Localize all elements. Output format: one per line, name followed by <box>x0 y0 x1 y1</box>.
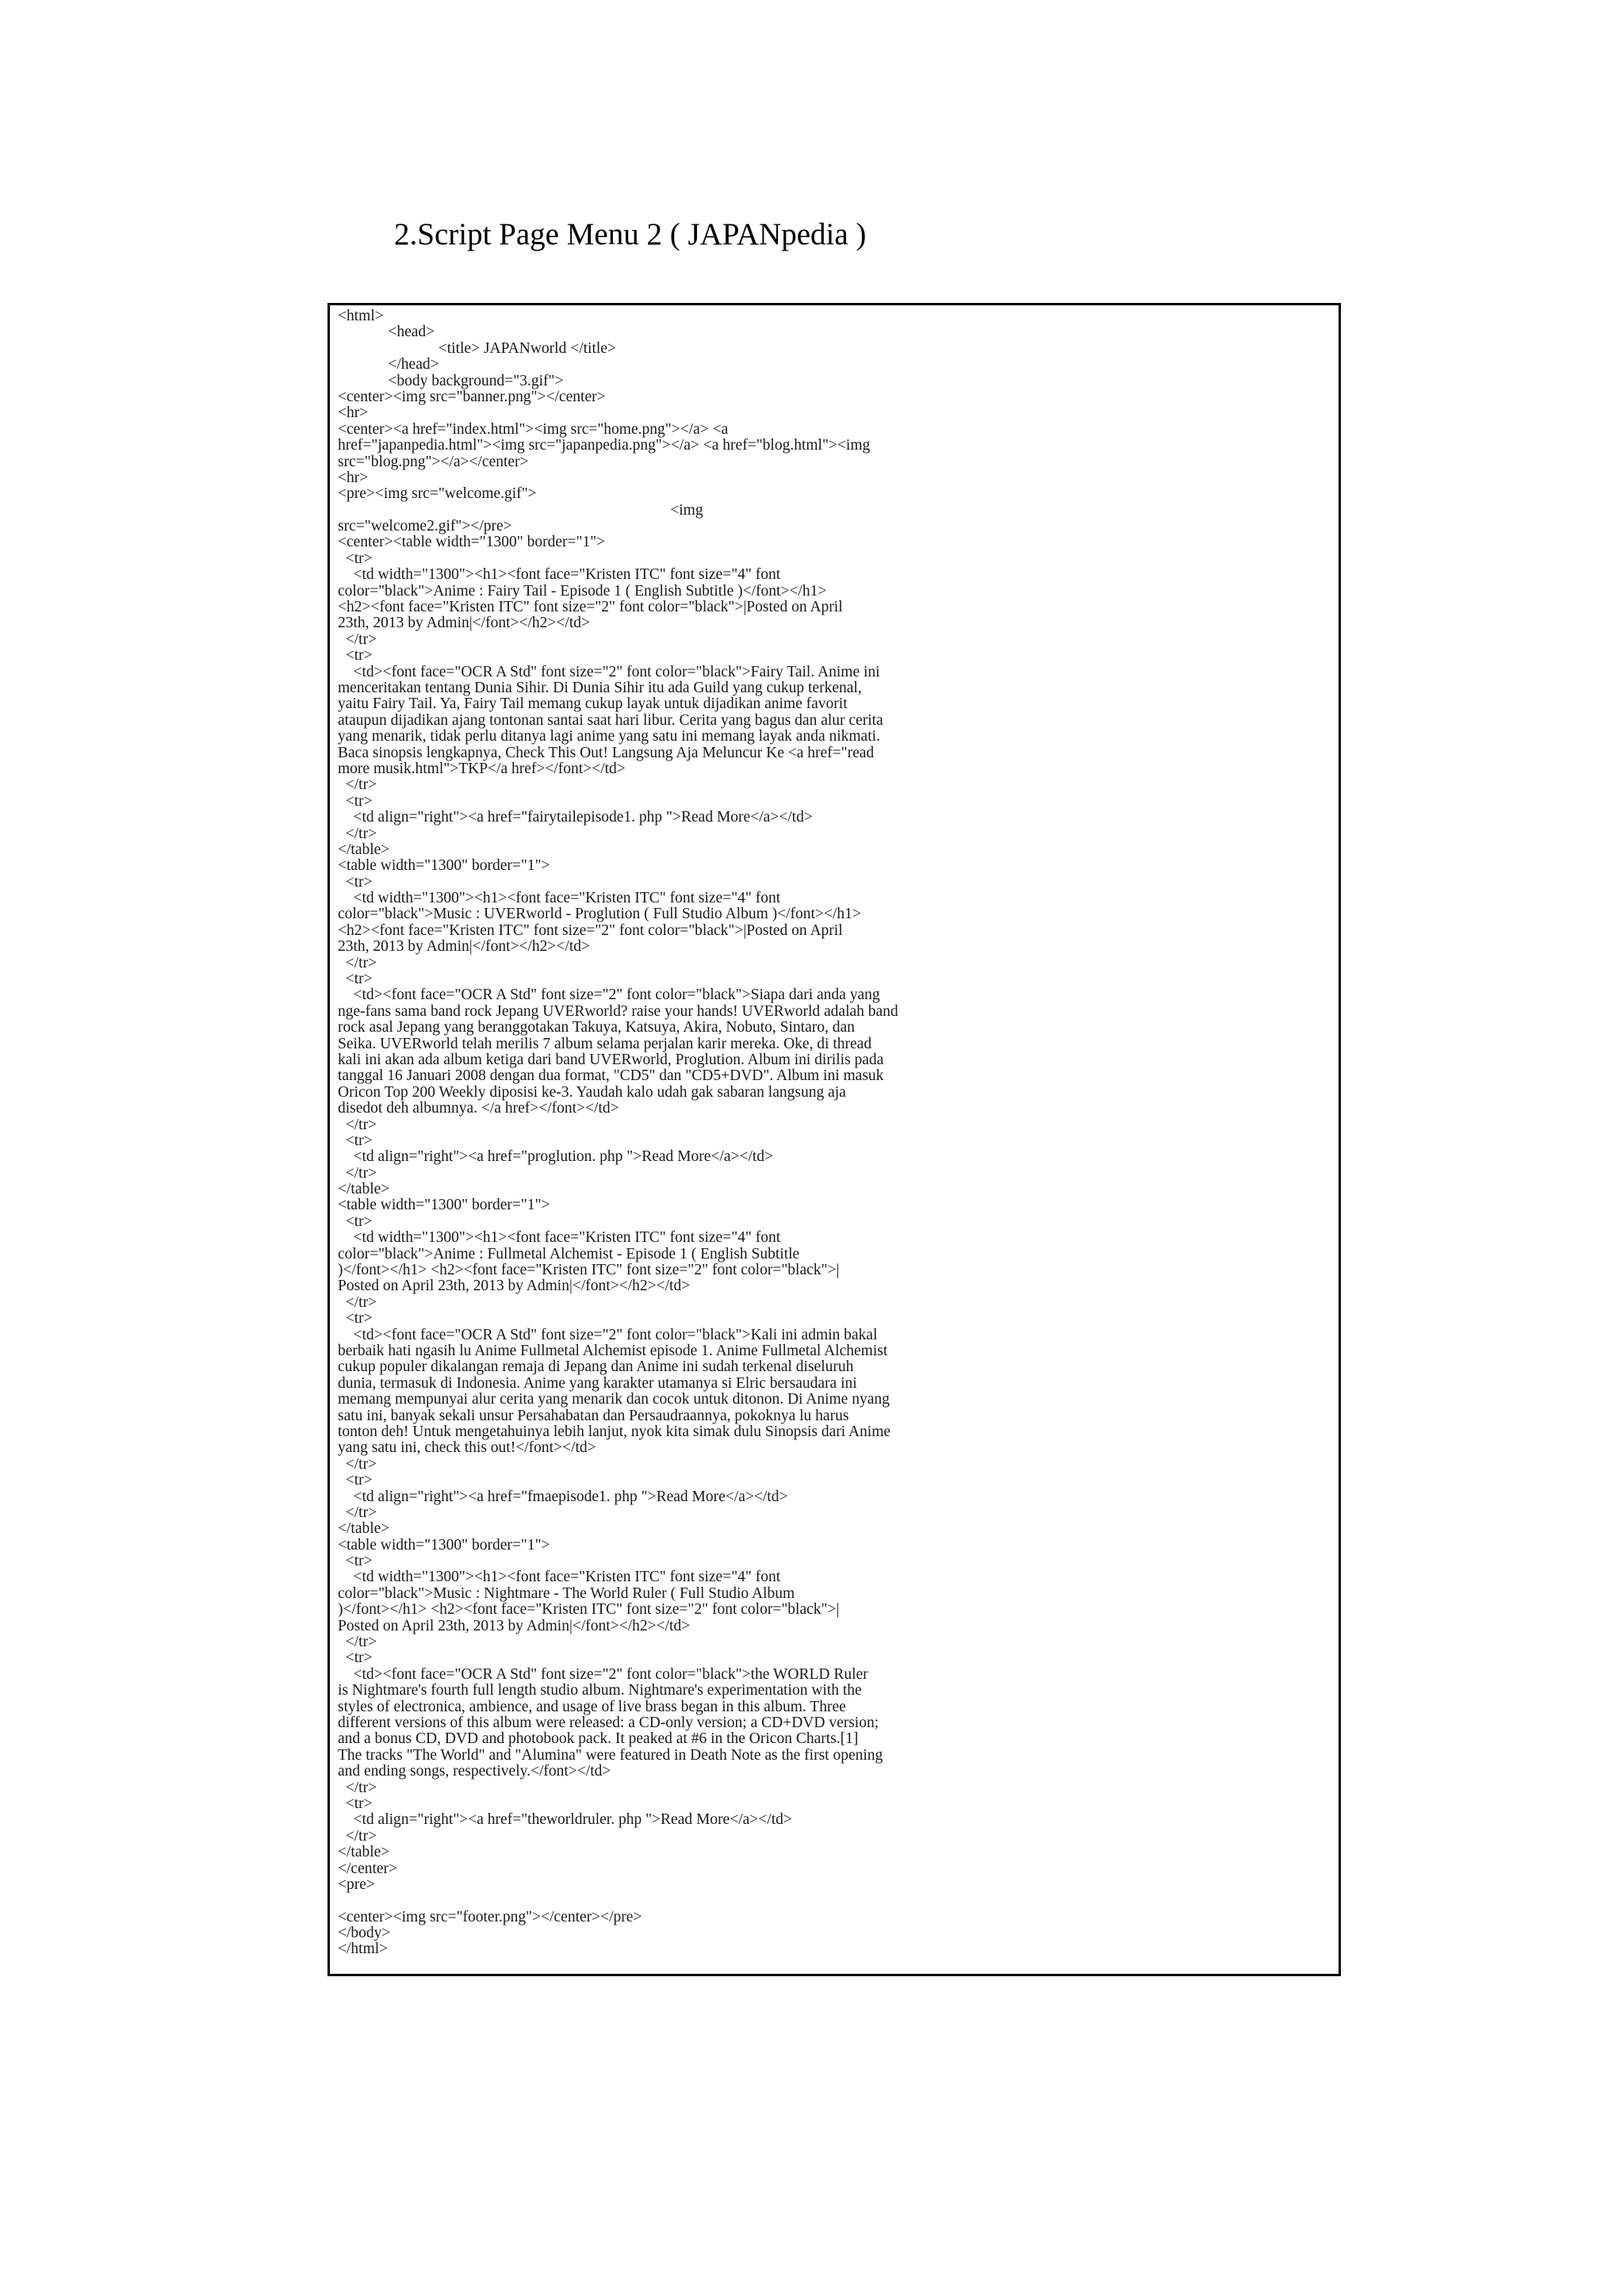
code-line: <tr> <box>338 1473 373 1489</box>
code-line: <html> <box>338 308 384 324</box>
code-line: </table> <box>338 1521 390 1538</box>
code-line: </tr> <box>338 1294 377 1311</box>
code-line: )</font></h1> <h2><font face="Kristen ITC" font size="2" font color="black">| <box>338 1602 840 1619</box>
code-line: dunia, termasuk di Indonesia. Anime yang karakter utamanya si Elric bersaudara ini <box>338 1375 857 1392</box>
code-line: <td><font face="OCR A Std" font size="2" font color="black">Siapa dari anda yang <box>338 987 880 1004</box>
code-line: <tr> <box>338 648 373 665</box>
code-line: <tr> <box>338 1311 373 1328</box>
code-line: <hr> <box>338 405 369 422</box>
code-line: <tr> <box>338 793 373 810</box>
code-line: cukup populer dikalangan remaja di Jepang dan Anime ini sudah terkenal diseluruh <box>338 1359 854 1376</box>
code-line: <td><font face="OCR A Std" font size="2" font color="black">Kali ini admin bakal <box>338 1327 878 1343</box>
code-line: <body background="3.gif"> <box>338 373 564 389</box>
code-line: <center><img src="footer.png"></center></pre> <box>338 1909 642 1925</box>
code-line: <tr> <box>338 1213 373 1230</box>
code-line: </center> <box>338 1860 398 1877</box>
code-line: memang mempunyai alur cerita yang menarik dan cocok untuk ditonon. Di Anime nyang <box>338 1392 890 1408</box>
code-line: </tr> <box>338 1456 377 1473</box>
code-line: </tr> <box>338 1165 377 1182</box>
code-line: </table> <box>338 1845 390 1861</box>
code-line: <title> JAPANworld </title> <box>338 340 616 357</box>
code-line: <tr> <box>338 1795 373 1812</box>
code-line: 23th, 2013 by Admin|</font></h2></td> <box>338 939 590 956</box>
code-line: src="welcome2.gif"></pre> <box>338 519 512 535</box>
code-line: yang satu ini, check this out!</font></td> <box>338 1440 596 1457</box>
code-line: 23th, 2013 by Admin|</font></h2></td> <box>338 615 590 632</box>
code-line: </table> <box>338 1182 390 1198</box>
code-line: <tr> <box>338 1554 373 1570</box>
code-line: menceritakan tentang Dunia Sihir. Di Dunia Sihir itu ada Guild yang cukup terkenal, <box>338 680 862 696</box>
code-line: <head> <box>338 324 435 341</box>
code-line: nge-fans sama band rock Jepang UVERworld? raise your hands! UVERworld adalah band <box>338 1003 898 1020</box>
code-line: and a bonus CD, DVD and photobook pack. It peaked at #6 in the Oricon Charts.[1] <box>338 1731 859 1748</box>
code-line: <pre><img src="welcome.gif"> <box>338 486 537 503</box>
code-line: disedot deh albumnya. </a href></font></td> <box>338 1101 619 1117</box>
code-line: src="blog.png"></a></center> <box>338 454 529 470</box>
code-line: tonton deh! Untuk mengetahuinya lebih lanjut, nyok kita simak dulu Sinopsis dari Anime <box>338 1423 891 1440</box>
code-line: <tr> <box>338 874 373 891</box>
code-line: </html> <box>338 1941 389 1958</box>
code-line: rock asal Jepang yang beranggotakan Takuya, Katsuya, Akira, Nobuto, Sintaro, dan <box>338 1020 855 1036</box>
code-line: </body> <box>338 1925 391 1942</box>
code-line: </tr> <box>338 777 377 794</box>
code-line: color="black">Music : Nightmare - The World Ruler ( Full Studio Album <box>338 1585 795 1602</box>
code-line: </tr> <box>338 826 377 842</box>
code-line: is Nightmare's fourth full length studio album. Nightmare's experimentation with the <box>338 1683 862 1699</box>
code-line: and ending songs, respectively.</font></td> <box>338 1764 611 1780</box>
code-line: <td align="right"><a href="fairytailepisode1. php ">Read More</a></td> <box>338 810 813 826</box>
code-line: <tr> <box>338 1132 373 1149</box>
code-line: <img <box>338 502 703 519</box>
code-line: yang menarik, tidak perlu ditanya lagi anime yang satu ini memang layak anda nikmati. <box>338 729 880 745</box>
code-line: <td width="1300"><h1><font face="Kristen ITC" font size="4" font <box>338 891 781 907</box>
code-line: <td><font face="OCR A Std" font size="2" font color="black">Fairy Tail. Anime ini <box>338 664 880 680</box>
page-heading: 2.Script Page Menu 2 ( JAPANpedia ) <box>394 217 867 251</box>
code-line: satu ini, banyak sekali unsur Persahabatan dan Persaudraannya, pokoknya lu harus <box>338 1408 849 1424</box>
code-line: </tr> <box>338 1504 377 1521</box>
code-line: <h2><font face="Kristen ITC" font size="2" font color="black">|Posted on April <box>338 922 843 939</box>
code-line: styles of electronica, ambience, and usage of live brass began in this album. Three <box>338 1699 846 1715</box>
code-line: kali ini akan ada album ketiga dari band UVERworld, Proglution. Album ini dirilis pada <box>338 1052 884 1068</box>
code-line: <pre> <box>338 1876 375 1893</box>
code-line: Seika. UVERworld telah merilis 7 album selama perjalan karir mereka. Oke, di thread <box>338 1036 872 1052</box>
code-line: ataupun dijadikan ajang tontonan santai saat hari libur. Cerita yang bagus dan alur cerita <box>338 712 883 729</box>
code-line: <tr> <box>338 550 373 567</box>
code-line: <center><a href="index.html"><img src="home.png"></a> <a <box>338 421 729 438</box>
code-line: tanggal 16 Januari 2008 dengan dua format, "CD5" dan "CD5+DVD". Album ini masuk <box>338 1068 884 1085</box>
code-line: more musik.html">TKP</a href></font></td> <box>338 761 626 777</box>
code-line: </tr> <box>338 1828 377 1845</box>
code-line: Baca sinopsis lengkapnya, Check This Out! Langsung Aja Meluncur Ke <a href="read <box>338 745 875 761</box>
code-line: different versions of this album were released: a CD-only version; a CD+DVD version; <box>338 1715 879 1731</box>
code-line: </table> <box>338 841 390 858</box>
code-line: <tr> <box>338 1650 373 1667</box>
code-line: <td width="1300"><h1><font face="Kristen ITC" font size="4" font <box>338 1230 781 1247</box>
code-line: <td align="right"><a href="theworldruler. php ">Read More</a></td> <box>338 1812 792 1829</box>
code-line: </tr> <box>338 1634 377 1651</box>
code-line: Oricon Top 200 Weekly diposisi ke-3. Yaudah kalo udah gak sabaran langsung aja <box>338 1084 846 1101</box>
code-line: </tr> <box>338 631 377 648</box>
code-line: color="black">Anime : Fairy Tail - Episode 1 ( English Subtitle )</font></h1> <box>338 583 827 600</box>
code-line: <table width="1300" border="1"> <box>338 858 550 875</box>
code-line: </tr> <box>338 1117 377 1133</box>
code-line: <table width="1300" border="1"> <box>338 1197 550 1214</box>
code-line: <table width="1300" border="1"> <box>338 1537 550 1554</box>
code-line <box>338 1893 1331 1909</box>
code-lines <box>338 308 1331 1958</box>
code-line: <center><img src="banner.png"></center> <box>338 389 606 405</box>
code-line: Posted on April 23th, 2013 by Admin|</font></h2></td> <box>338 1618 691 1634</box>
code-line: <td align="right"><a href="fmaepisode1. php ">Read More</a></td> <box>338 1488 788 1505</box>
code-line: berbaik hati ngasih lu Anime Fullmetal Alchemist episode 1. Anime Fullmetal Alchemist <box>338 1343 888 1359</box>
code-line: <td width="1300"><h1><font face="Kristen ITC" font size="4" font <box>338 1569 781 1586</box>
code-line: )</font></h1> <h2><font face="Kristen ITC" font size="2" font color="black">| <box>338 1262 840 1279</box>
code-line: <tr> <box>338 971 373 988</box>
code-line: <hr> <box>338 469 369 486</box>
code-line: </tr> <box>338 955 377 971</box>
code-line: <h2><font face="Kristen ITC" font size="2" font color="black">|Posted on April <box>338 600 843 616</box>
code-line: </tr> <box>338 1780 377 1796</box>
code-line: Posted on April 23th, 2013 by Admin|</font></h2></td> <box>338 1278 691 1295</box>
code-line: <td align="right"><a href="proglution. php ">Read More</a></td> <box>338 1149 774 1166</box>
code-line: The tracks "The World" and "Alumina" were featured in Death Note as the first opening <box>338 1747 883 1764</box>
code-line: <td width="1300"><h1><font face="Kristen ITC" font size="4" font <box>338 567 781 584</box>
code-line: </head> <box>338 357 439 374</box>
code-line: color="black">Music : UVERworld - Proglution ( Full Studio Album )</font></h1> <box>338 906 861 923</box>
code-line: <center><table width="1300" border="1"> <box>338 534 606 551</box>
code-listing-box <box>327 303 1341 1976</box>
code-line: yaitu Fairy Tail. Ya, Fairy Tail memang cukup layak untuk dijadikan anime favorit <box>338 696 848 713</box>
code-line: href="japanpedia.html"><img src="japanpedia.png"></a> <a href="blog.html"><img <box>338 438 871 454</box>
code-line: color="black">Anime : Fullmetal Alchemist - Episode 1 ( English Subtitle <box>338 1246 800 1262</box>
code-line: <td><font face="OCR A Std" font size="2" font color="black">the WORLD Ruler <box>338 1666 868 1683</box>
